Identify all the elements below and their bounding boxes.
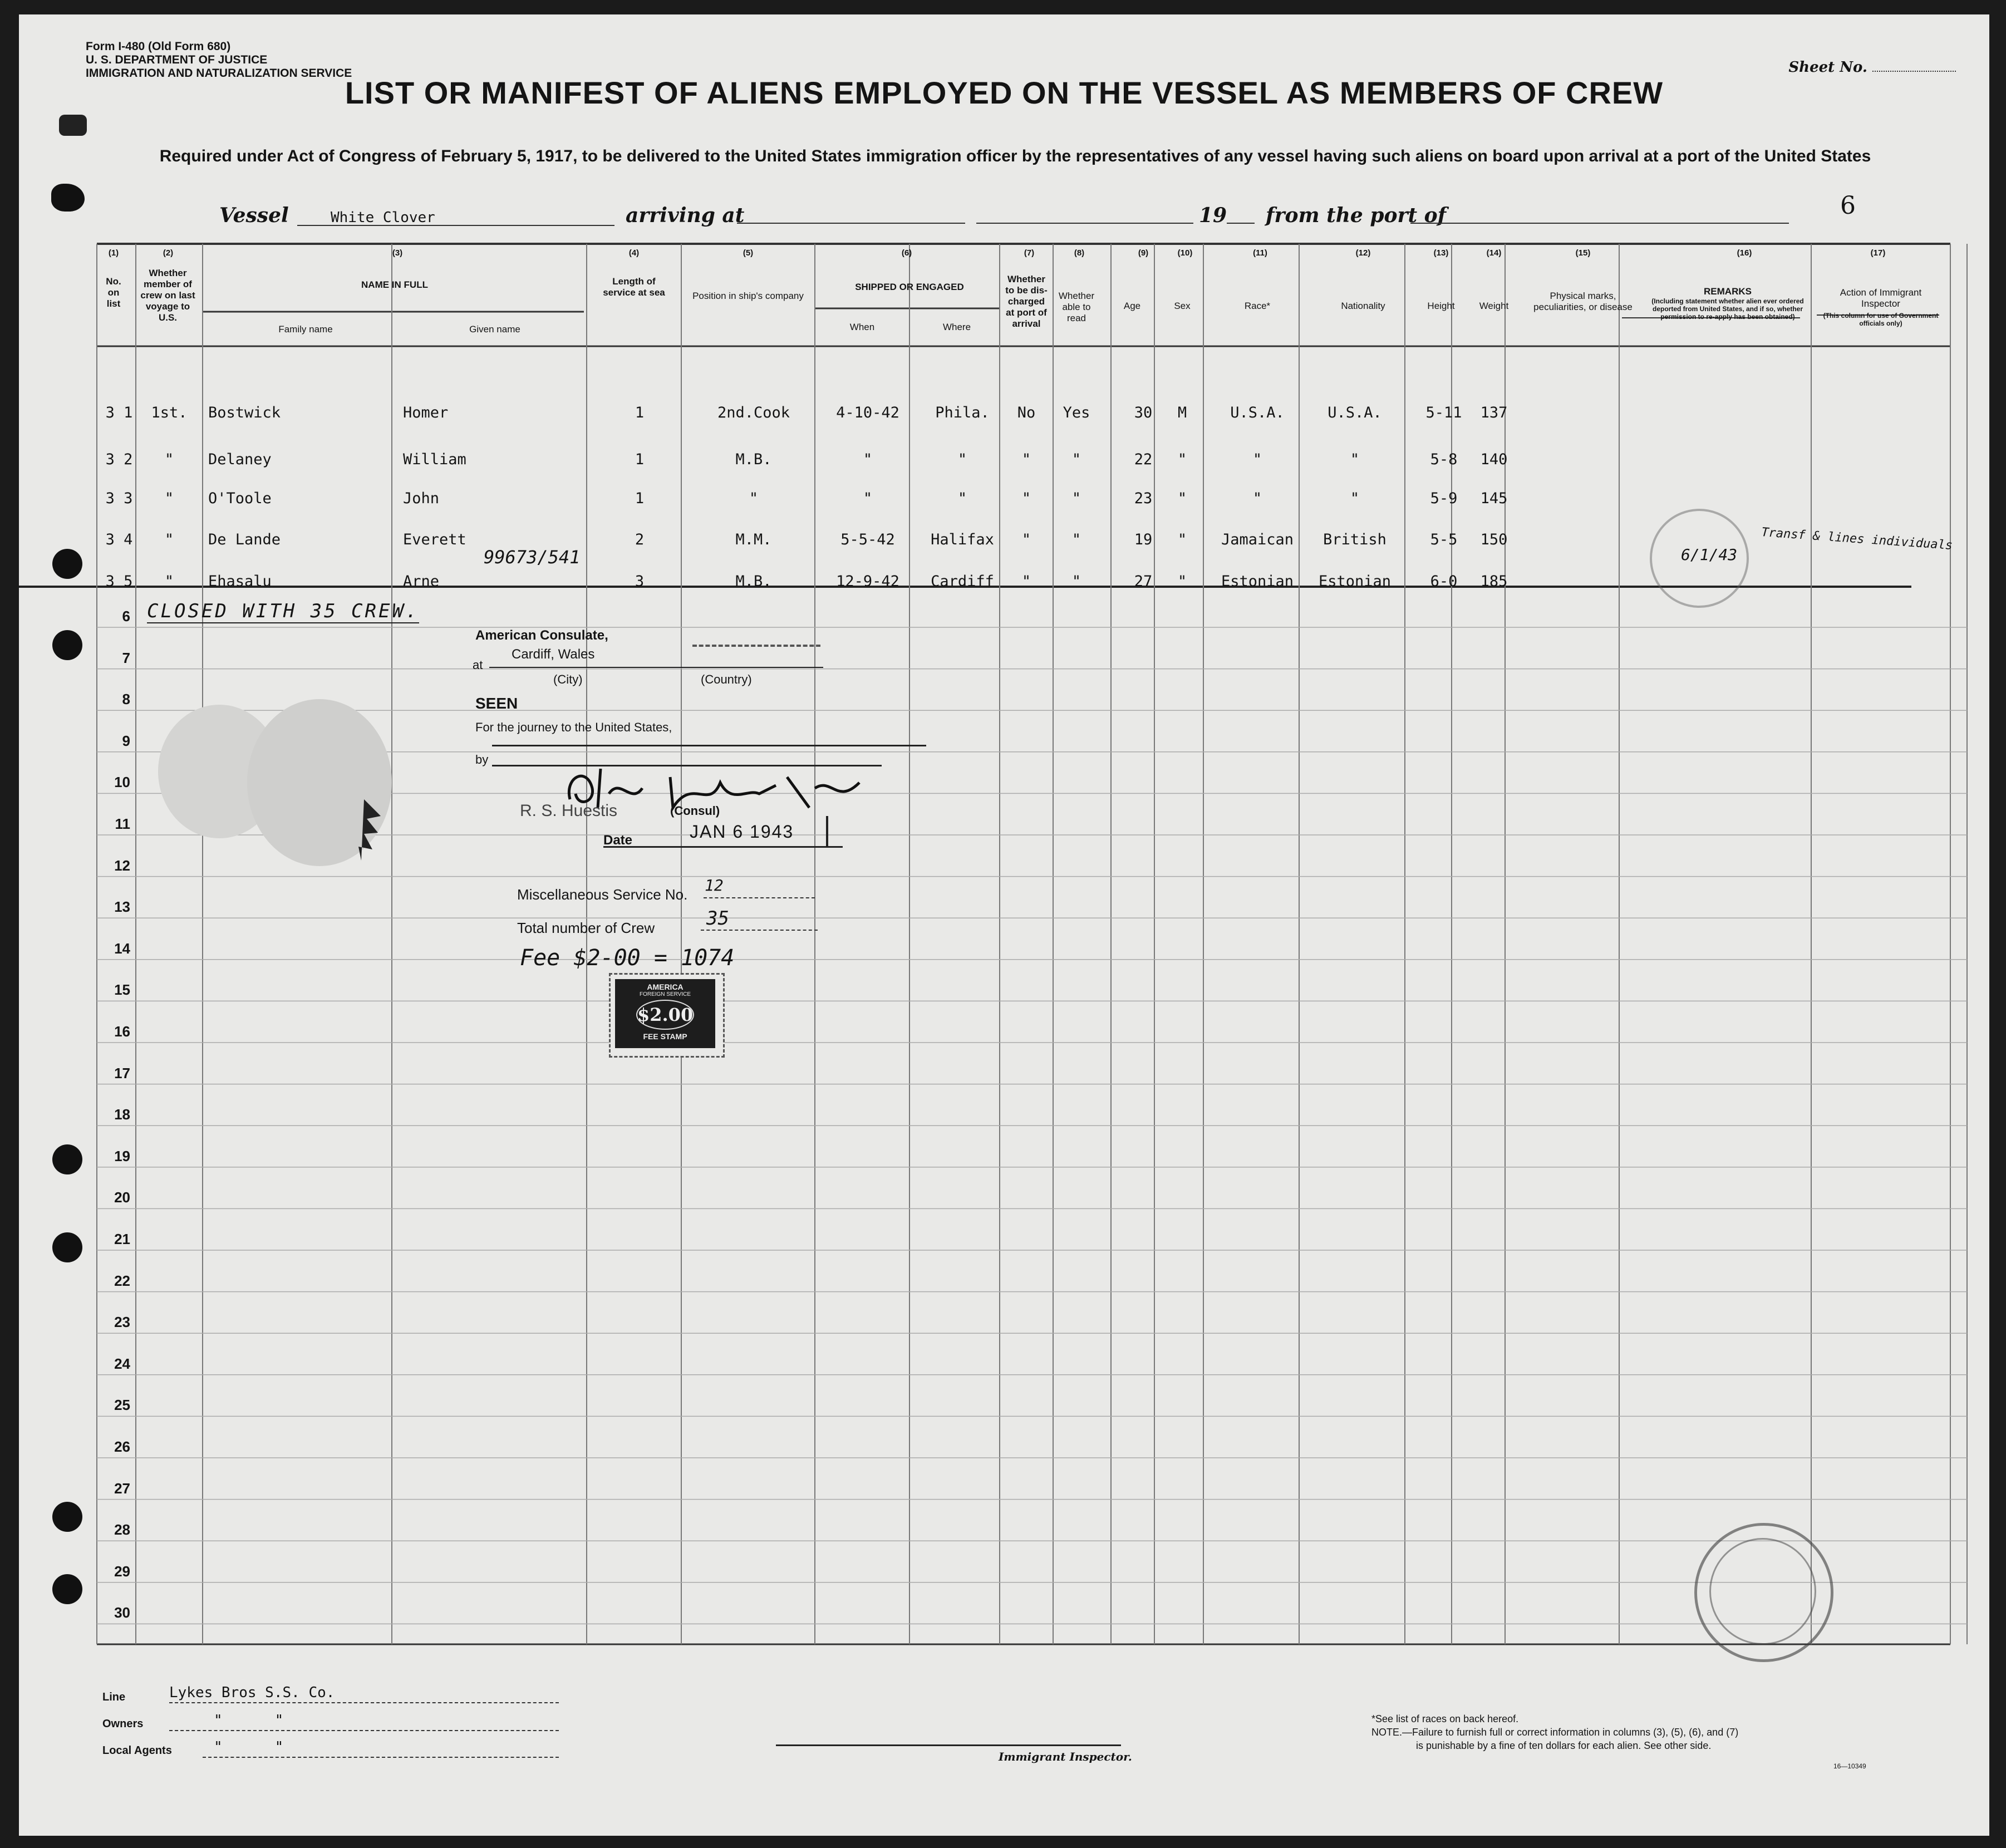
col-num-13: (13) bbox=[1433, 248, 1449, 258]
page-subtitle: Required under Act of Congress of February 5, 1917, to be delivered to the United States immigration officer by the representatives of any vessel having such aliens on board upon arrival at a port of the United States bbox=[159, 147, 1871, 165]
col-num-15: (15) bbox=[1575, 248, 1591, 258]
row-number: 29 bbox=[114, 1562, 130, 1580]
header-remarks: REMARKS bbox=[1704, 286, 1752, 297]
crew-height: 5-11 bbox=[1425, 404, 1462, 421]
header-physical-marks: Physical marks, peculiarities, or disease bbox=[1533, 291, 1633, 312]
total-crew-line bbox=[701, 930, 818, 931]
row-number: 14 bbox=[114, 940, 130, 957]
misc-service-line bbox=[704, 897, 815, 898]
crew-age: 22 bbox=[1134, 451, 1153, 468]
row-number: 25 bbox=[114, 1397, 130, 1414]
embossed-seal bbox=[141, 688, 403, 877]
department: U. S. DEPARTMENT OF JUSTICE bbox=[86, 53, 268, 66]
misc-service-value: 12 bbox=[705, 876, 724, 894]
binder-hole bbox=[52, 1574, 82, 1604]
col-num-4: (4) bbox=[628, 248, 640, 258]
header-name-in-full: NAME IN FULL bbox=[361, 279, 428, 290]
row-number: 16 bbox=[114, 1023, 130, 1040]
row-number: 9 bbox=[122, 732, 130, 749]
crew-shipped-when: 4-10-42 bbox=[836, 404, 899, 421]
col-num-8: (8) bbox=[1074, 248, 1085, 258]
misc-service-label: Miscellaneous Service No. bbox=[517, 886, 688, 903]
crew-shipped-when: " bbox=[863, 490, 873, 507]
closed-note: CLOSED WITH 35 CREW. bbox=[147, 600, 420, 622]
row-number: 7 bbox=[122, 649, 130, 666]
header-length-service: Length of service at sea bbox=[603, 276, 665, 298]
date-bracket bbox=[826, 816, 828, 847]
local-agents-field bbox=[203, 1757, 559, 1758]
crew-position: " bbox=[749, 490, 759, 507]
sheet-number: 6 bbox=[1840, 191, 1856, 220]
crew-position: M.B. bbox=[735, 573, 772, 590]
consul-name: R. S. Huestis bbox=[520, 802, 618, 820]
crew-able-read: " bbox=[1071, 531, 1081, 548]
crew-able-read: " bbox=[1071, 573, 1081, 590]
crew-sex: " bbox=[1177, 490, 1187, 507]
crew-position: M.B. bbox=[735, 451, 772, 468]
crew-sex: M bbox=[1177, 404, 1187, 421]
by-label: by bbox=[475, 753, 489, 766]
crew-shipped-where: Halifax bbox=[931, 531, 994, 548]
year-label: 19 bbox=[1199, 204, 1227, 227]
city-caption: (City) bbox=[553, 672, 583, 686]
total-crew-value: 35 bbox=[706, 907, 729, 930]
header-family-name: Family name bbox=[278, 324, 333, 335]
crew-family-name: O'Toole bbox=[208, 490, 272, 507]
footnote-penalty: NOTE.—Failure to furnish full or correct information in columns (3), (5), (6), and (7) bbox=[1371, 1727, 1739, 1738]
crew-shipped-where: Phila. bbox=[935, 404, 990, 421]
header-where: Where bbox=[942, 322, 971, 332]
crew-position: 2nd.Cook bbox=[717, 404, 790, 421]
crew-race: " bbox=[1252, 490, 1262, 507]
crew-height: 6-0 bbox=[1430, 573, 1458, 590]
footnote-penalty-cont: is punishable by a fine of ten dollars for each alien. See other side. bbox=[1416, 1740, 1712, 1751]
crew-family-name: Delaney bbox=[208, 451, 272, 468]
row-number: 26 bbox=[114, 1438, 130, 1455]
remarks-handwriting: Transf & lines individuals bbox=[1761, 525, 1953, 553]
crew-given-name: Arne bbox=[403, 573, 440, 590]
crew-shipped-when: 12-9-42 bbox=[836, 573, 899, 590]
crew-given-name: John bbox=[403, 490, 440, 507]
binder-hole bbox=[52, 630, 82, 660]
date-line bbox=[603, 846, 843, 848]
crew-weight: 150 bbox=[1480, 531, 1508, 548]
vessel-label: Vessel bbox=[219, 204, 289, 227]
consulate-heading: American Consulate, bbox=[475, 628, 608, 643]
crew-sex: " bbox=[1177, 573, 1187, 590]
crew-shipped-where: " bbox=[957, 490, 967, 507]
owners-label: Owners bbox=[102, 1718, 144, 1730]
crew-able-read: " bbox=[1071, 451, 1081, 468]
crew-sex: " bbox=[1177, 531, 1187, 548]
crew-position: M.M. bbox=[735, 531, 772, 548]
row-number: 23 bbox=[114, 1314, 130, 1331]
row-number: 17 bbox=[114, 1064, 130, 1082]
col-num-16: (16) bbox=[1737, 248, 1752, 258]
header-discharged: Whether to be dis-charged at port of arrival bbox=[1005, 274, 1048, 329]
crew-nationality: British bbox=[1323, 531, 1386, 548]
crew-shipped-where: " bbox=[957, 451, 967, 468]
crew-discharged: " bbox=[1021, 490, 1031, 507]
stamp-handwriting-upper: 6/1/43 bbox=[1681, 545, 1738, 564]
date-label: Date bbox=[603, 833, 633, 848]
arriving-label: arriving at bbox=[626, 204, 745, 227]
crew-nationality: " bbox=[1350, 451, 1360, 468]
stamp-sub-text: FOREIGN SERVICE bbox=[639, 991, 691, 997]
col-num-10: (10) bbox=[1177, 248, 1193, 258]
header-nationality: Nationality bbox=[1341, 301, 1385, 311]
crew-able-read: " bbox=[1071, 490, 1081, 507]
header-age: Age bbox=[1123, 301, 1141, 311]
header-remarks-note: (Including statement whether alien ever ordered deported from United States, and if so, whether permission to re-apply has been obtained) bbox=[1651, 297, 1804, 321]
header-last-voyage: Whether member of crew on last voyage to U.S. bbox=[140, 268, 195, 323]
crew-shipped-where: Cardiff bbox=[931, 573, 994, 590]
row-number: 30 bbox=[114, 1604, 130, 1621]
crew-shipped-when: " bbox=[863, 451, 873, 468]
binder-hole bbox=[52, 549, 82, 579]
binder-hole bbox=[52, 1232, 82, 1262]
consulate-location-line bbox=[489, 667, 823, 668]
crew-given-name: Homer bbox=[403, 404, 449, 421]
date-value: JAN 6 1943 bbox=[690, 822, 794, 842]
inspector-signature-line bbox=[776, 1744, 1121, 1746]
country-caption: (Country) bbox=[701, 672, 752, 686]
crew-age: 30 bbox=[1134, 404, 1153, 421]
file-number-note: 99673/541 bbox=[484, 547, 581, 568]
col-num-5: (5) bbox=[743, 248, 754, 258]
row-number: 20 bbox=[114, 1189, 130, 1206]
row-number: 11 bbox=[115, 815, 130, 832]
crew-height: 5-9 bbox=[1430, 490, 1458, 507]
header-action-note: (This column for use of Government officials only) bbox=[1823, 312, 1939, 327]
crew-shipped-when: 5-5-42 bbox=[840, 531, 895, 548]
form-code: 16—10349 bbox=[1833, 1762, 1866, 1770]
crew-service-length: 1 bbox=[635, 404, 645, 421]
crew-race: " bbox=[1252, 451, 1262, 468]
header-when: When bbox=[849, 322, 875, 332]
crew-race: U.S.A. bbox=[1230, 404, 1285, 421]
row-number: 21 bbox=[114, 1231, 130, 1247]
crew-discharged: No bbox=[1017, 404, 1036, 421]
row-number: 19 bbox=[114, 1147, 130, 1164]
crew-race: Jamaican bbox=[1221, 531, 1294, 548]
crew-discharged: " bbox=[1021, 451, 1031, 468]
signature-line-top bbox=[492, 745, 926, 746]
col-num-14: (14) bbox=[1486, 248, 1502, 258]
header-action: Action of Immigrant Inspector bbox=[1840, 287, 1922, 309]
crew-family-name: De Lande bbox=[208, 531, 281, 548]
crew-race: Estonian bbox=[1221, 573, 1294, 590]
row-number: 8 bbox=[122, 691, 130, 708]
crew-weight: 140 bbox=[1480, 451, 1508, 468]
header-given-name: Given name bbox=[469, 324, 520, 335]
header-able-read: Whether able to read bbox=[1058, 291, 1095, 323]
crew-family-name: Ehasalu bbox=[208, 573, 272, 590]
crew-age: 27 bbox=[1134, 573, 1153, 590]
binder-hole bbox=[52, 1502, 82, 1532]
line-label: Line bbox=[102, 1691, 126, 1703]
crew-service-length: 2 bbox=[635, 531, 645, 548]
crew-last-voyage: " bbox=[164, 490, 174, 507]
row-number: 10 bbox=[114, 774, 130, 791]
ink-blot bbox=[51, 184, 85, 212]
consul-label: (Consul) bbox=[670, 804, 720, 818]
journey-text: For the journey to the United States, bbox=[475, 720, 672, 734]
consulate-city: Cardiff, Wales bbox=[512, 647, 595, 662]
from-port-label: from the port of bbox=[1266, 204, 1447, 227]
header-position: Position in ship's company bbox=[692, 291, 804, 301]
crew-weight: 185 bbox=[1480, 573, 1508, 590]
sheet-no-label: Sheet No. bbox=[1788, 59, 1867, 76]
total-crew-label: Total number of Crew bbox=[517, 920, 655, 936]
service: IMMIGRATION AND NATURALIZATION SERVICE bbox=[86, 67, 352, 80]
row-number: 13 bbox=[114, 898, 130, 916]
ink-blot bbox=[59, 115, 87, 136]
fee-handwriting: Fee $2-00 = 1074 bbox=[520, 945, 735, 971]
form-number: Form I-480 (Old Form 680) bbox=[86, 40, 231, 53]
row-number: 12 bbox=[114, 857, 130, 874]
col-num-17: (17) bbox=[1870, 248, 1886, 258]
vessel-name: White Clover bbox=[331, 209, 435, 226]
crew-service-length: 1 bbox=[635, 451, 645, 468]
crew-nationality: Estonian bbox=[1318, 573, 1392, 590]
seen-label: SEEN bbox=[475, 695, 518, 712]
crew-service-length: 3 bbox=[635, 573, 645, 590]
circular-stamp-lower bbox=[1694, 1523, 1833, 1662]
crew-service-length: 1 bbox=[635, 490, 645, 507]
header-no-on-list: No. on list bbox=[106, 276, 121, 309]
row-number: 6 bbox=[122, 608, 130, 625]
crew-sex: " bbox=[1177, 451, 1187, 468]
crew-age: 23 bbox=[1134, 490, 1153, 507]
crew-no: 3 3 bbox=[105, 490, 133, 507]
col-num-12: (12) bbox=[1355, 248, 1371, 258]
header-race: Race* bbox=[1244, 301, 1271, 311]
crew-discharged: " bbox=[1021, 573, 1031, 590]
consulate-at: at bbox=[473, 658, 483, 672]
row-number: 27 bbox=[114, 1480, 130, 1497]
crew-no: 3 2 bbox=[105, 451, 133, 468]
crew-family-name: Bostwick bbox=[208, 404, 281, 421]
header-height: Height bbox=[1427, 301, 1455, 311]
row-number: 18 bbox=[114, 1106, 130, 1123]
crew-able-read: Yes bbox=[1063, 404, 1090, 421]
row-number: 24 bbox=[114, 1355, 130, 1372]
col-num-7: (7) bbox=[1024, 248, 1035, 258]
crew-last-voyage: 1st. bbox=[151, 404, 188, 421]
fee-stamp bbox=[609, 973, 725, 1058]
crew-weight: 145 bbox=[1480, 490, 1508, 507]
crew-height: 5-8 bbox=[1430, 451, 1458, 468]
stamp-top-text: AMERICA bbox=[647, 982, 684, 991]
line-field bbox=[169, 1702, 559, 1703]
footnote-races: *See list of races on back hereof. bbox=[1371, 1713, 1519, 1724]
circular-stamp-upper bbox=[1650, 509, 1749, 608]
binder-hole bbox=[52, 1144, 82, 1174]
stamp-bottom-text: FEE STAMP bbox=[643, 1032, 687, 1041]
col-num-6: (6) bbox=[901, 248, 912, 258]
crew-last-voyage: " bbox=[164, 531, 174, 548]
manifest-page bbox=[19, 14, 1989, 1836]
row-number: 15 bbox=[114, 981, 130, 999]
crew-last-voyage: " bbox=[164, 451, 174, 468]
col-num-3: (3) bbox=[392, 248, 403, 258]
crew-no: 3 5 bbox=[105, 573, 133, 590]
col-num-11: (11) bbox=[1253, 248, 1267, 258]
owners-field bbox=[169, 1730, 559, 1731]
crew-nationality: U.S.A. bbox=[1328, 404, 1382, 421]
row-number: 28 bbox=[114, 1521, 130, 1539]
col-num-9: (9) bbox=[1138, 248, 1149, 258]
page-title: LIST OR MANIFEST OF ALIENS EMPLOYED ON THE VESSEL AS MEMBERS OF CREW bbox=[345, 75, 1664, 110]
crew-age: 19 bbox=[1134, 531, 1153, 548]
col-num-1: (1) bbox=[108, 248, 119, 258]
crew-discharged: " bbox=[1021, 531, 1031, 548]
local-agents-label: Local Agents bbox=[102, 1744, 172, 1757]
header-sex: Sex bbox=[1174, 301, 1191, 311]
crew-last-voyage: " bbox=[164, 573, 174, 590]
crew-weight: 137 bbox=[1480, 404, 1508, 421]
stamp-value: $2.00 bbox=[636, 1000, 694, 1030]
row-number: 22 bbox=[114, 1272, 130, 1289]
crew-height: 5-5 bbox=[1430, 531, 1458, 548]
crew-given-name: William bbox=[403, 451, 466, 468]
header-weight: Weight bbox=[1479, 301, 1509, 311]
crew-no: 3 4 bbox=[105, 531, 133, 548]
col-num-2: (2) bbox=[163, 248, 174, 258]
fee-stamp-face bbox=[615, 979, 715, 1048]
header-shipped-engaged: SHIPPED OR ENGAGED bbox=[855, 282, 964, 292]
crew-nationality: " bbox=[1350, 490, 1360, 507]
inspector-label: Immigrant Inspector. bbox=[999, 1750, 1132, 1763]
line-value: Lykes Bros S.S. Co. bbox=[169, 1684, 335, 1701]
local-agents-value: " " bbox=[214, 1739, 284, 1756]
crew-no: 3 1 bbox=[105, 404, 133, 421]
crew-given-name: Everett bbox=[403, 531, 466, 548]
owners-value: " " bbox=[214, 1712, 284, 1729]
country-field bbox=[692, 645, 820, 647]
